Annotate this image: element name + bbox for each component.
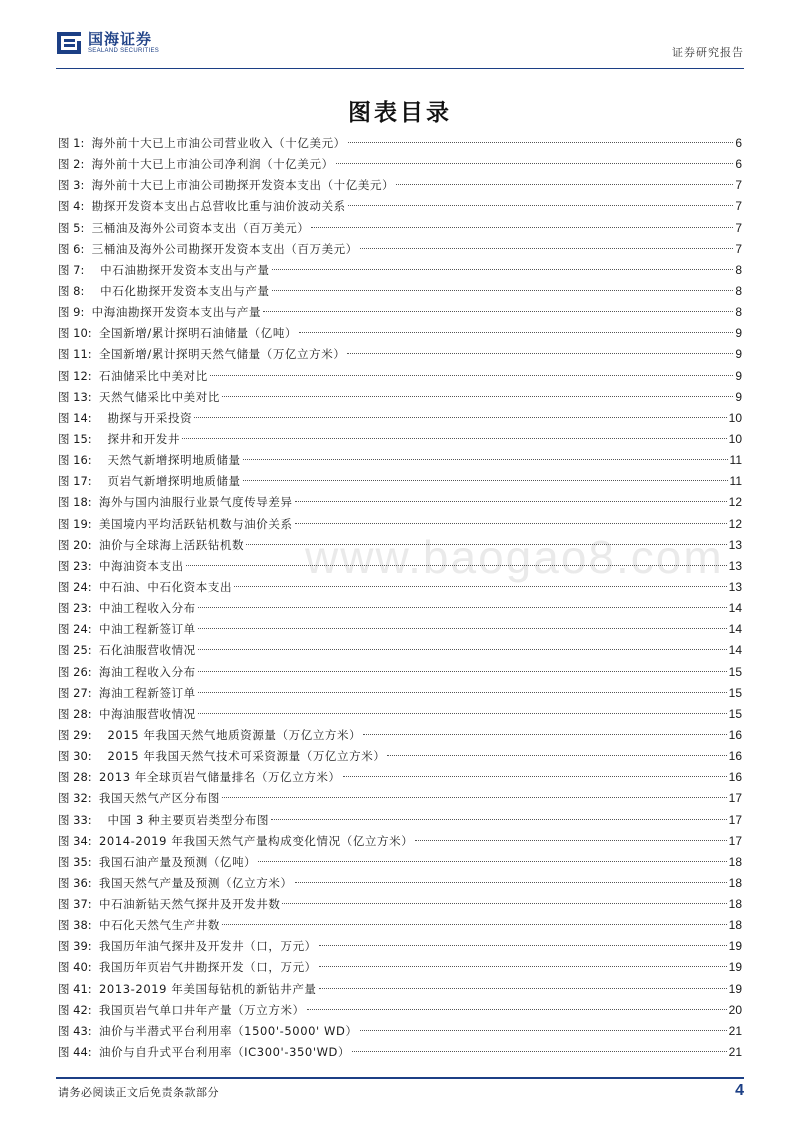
toc-entry[interactable] (58, 1021, 742, 1042)
toc-entry-label (58, 1000, 305, 1021)
toc-entry-label (58, 577, 232, 598)
toc-figure-title: 页岩气新增探明地质储量 (98, 474, 241, 489)
toc-figure-title: 2014-2019 年我国天然气产量构成变化情况（亿立方米） (98, 833, 414, 848)
toc-page-number: 16 (728, 727, 742, 742)
toc-entry-label (58, 725, 361, 746)
toc-entry[interactable] (58, 535, 742, 556)
toc-page-number: 8 (735, 305, 742, 320)
toc-entry-label (58, 281, 270, 302)
toc-entry-label (58, 894, 280, 915)
toc-figure-title: 我国天然气产区分布图 (98, 791, 220, 806)
toc-page-number: 13 (728, 579, 742, 594)
toc-figure-number: 图 20: (58, 537, 92, 552)
toc-leader-dots (307, 1009, 727, 1010)
toc-figure-number: 图 36: (58, 875, 92, 890)
toc-entry[interactable] (58, 366, 742, 387)
toc-leader-dots (271, 819, 727, 820)
toc-leader-dots (295, 501, 727, 502)
toc-figure-number: 图 32: (58, 791, 92, 806)
toc-entry-label (58, 619, 196, 640)
toc-figure-title: 2015 年我国天然气地质资源量（万亿立方米） (98, 727, 362, 742)
toc-entry-label (58, 1021, 358, 1042)
toc-page-number: 6 (735, 157, 742, 172)
toc-leader-dots (222, 396, 733, 397)
toc-figure-title: 美国境内平均活跃钻机数与油价关系 (98, 516, 293, 531)
toc-page-number: 16 (728, 749, 742, 764)
toc-page-number: 9 (735, 368, 742, 383)
toc-entry-label (58, 662, 196, 683)
toc-figure-title: 中国 3 种主要页岩类型分布图 (98, 812, 270, 827)
toc-leader-dots (319, 966, 727, 967)
toc-entry-label (58, 429, 180, 450)
toc-entry-label (58, 218, 309, 239)
toc-entry-label (58, 683, 196, 704)
toc-figure-number: 图 23: (58, 601, 92, 616)
page-number: 4 (735, 1082, 744, 1099)
toc-page-number: 10 (728, 431, 742, 446)
toc-figure-title: 油价与半潜式平台利用率（1500'-5000' WD） (98, 1023, 358, 1038)
toc-entry[interactable] (58, 767, 742, 788)
toc-figure-title: 三桶油及海外公司资本支出（百万美元） (91, 220, 310, 235)
toc-figure-title: 2013 年全球页岩气储量排名（万亿立方米） (98, 770, 341, 785)
toc-entry-label (58, 915, 220, 936)
toc-entry[interactable] (58, 619, 742, 640)
footer-divider (56, 1077, 744, 1079)
toc-figure-title: 中石油新钻天然气探井及开发井数 (98, 897, 281, 912)
sealand-logo-icon (56, 30, 82, 56)
figure-list (58, 133, 742, 1063)
toc-entry-label (58, 450, 241, 471)
toc-leader-dots (311, 227, 733, 228)
toc-figure-number: 图 41: (58, 981, 92, 996)
toc-entry[interactable] (58, 640, 742, 661)
toc-leader-dots (243, 480, 728, 481)
toc-figure-number: 图 15: (58, 431, 92, 446)
toc-leader-dots (295, 882, 727, 883)
toc-page-number: 19 (728, 960, 742, 975)
toc-entry-label (58, 746, 385, 767)
toc-leader-dots (198, 628, 727, 629)
toc-figure-number: 图 4: (58, 199, 85, 214)
toc-figure-title: 我国天然气产量及预测（亿立方米） (98, 875, 293, 890)
toc-entry[interactable] (58, 387, 742, 408)
toc-page-number: 9 (735, 389, 742, 404)
toc-figure-number: 图 24: (58, 579, 92, 594)
toc-figure-title: 中石化勘探开发资本支出与产量 (91, 283, 270, 298)
toc-entry[interactable] (58, 514, 742, 535)
toc-figure-title: 2015 年我国天然气技术可采资源量（万亿立方米） (98, 749, 386, 764)
toc-page-number: 18 (728, 897, 742, 912)
toc-leader-dots (336, 163, 734, 164)
toc-figure-title: 中海油资本支出 (98, 558, 184, 573)
toc-entry[interactable] (58, 725, 742, 746)
toc-entry[interactable] (58, 746, 742, 767)
toc-entry[interactable] (58, 218, 742, 239)
toc-entry[interactable] (58, 1000, 742, 1021)
toc-entry-label (58, 957, 317, 978)
toc-leader-dots (272, 290, 734, 291)
toc-page-number: 8 (735, 262, 742, 277)
toc-leader-dots (348, 205, 734, 206)
toc-leader-dots (319, 945, 727, 946)
toc-page-number: 21 (728, 1023, 742, 1038)
toc-leader-dots (198, 692, 727, 693)
toc-entry[interactable] (58, 556, 742, 577)
toc-page-number: 11 (729, 453, 742, 468)
toc-leader-dots (396, 184, 733, 185)
toc-leader-dots (299, 332, 733, 333)
toc-figure-number: 图 17: (58, 474, 92, 489)
toc-leader-dots (198, 713, 727, 714)
toc-entry[interactable] (58, 852, 742, 873)
toc-figure-title: 海外前十大已上市油公司营业收入（十亿美元） (91, 136, 346, 150)
toc-leader-dots (198, 649, 727, 650)
toc-entry[interactable] (58, 979, 742, 1000)
toc-figure-number: 图 19: (58, 516, 92, 531)
toc-page-number: 10 (728, 410, 742, 425)
toc-figure-number: 图 8: (58, 283, 85, 298)
toc-figure-number: 图 43: (58, 1023, 92, 1038)
toc-page-number: 14 (728, 622, 742, 637)
toc-figure-title: 全国新增/累计探明天然气储量（万亿立方米） (98, 347, 346, 362)
toc-page-number: 14 (728, 601, 742, 616)
toc-figure-title: 我国历年油气探井及开发井（口，万元） (98, 939, 317, 954)
toc-entry-label (58, 979, 317, 1000)
toc-entry-label (58, 492, 293, 513)
toc-page-number: 12 (728, 516, 742, 531)
disclaimer-text: 请务必阅读正文后免责条款部分 (58, 1086, 219, 1099)
toc-entry[interactable] (58, 196, 742, 217)
toc-page-number: 20 (728, 1002, 742, 1017)
toc-figure-title: 油价与全球海上活跃钻机数 (98, 537, 245, 552)
toc-entry[interactable] (58, 175, 742, 196)
toc-figure-title: 海外前十大已上市油公司净利润（十亿美元） (91, 157, 334, 172)
toc-entry-label (58, 810, 269, 831)
toc-figure-title: 中石油勘探开发资本支出与产量 (91, 262, 270, 277)
company-name: 国海证券 (88, 30, 153, 48)
toc-page-number: 15 (728, 664, 742, 679)
toc-entry-label (58, 767, 341, 788)
toc-entry[interactable] (58, 260, 742, 281)
toc-leader-dots (352, 1051, 727, 1052)
toc-page-number: 19 (728, 939, 742, 954)
toc-leader-dots (186, 565, 727, 566)
toc-entry-label (58, 408, 192, 429)
toc-figure-title: 中海油服营收情况 (98, 706, 196, 721)
toc-page-number: 15 (728, 685, 742, 700)
toc-entry[interactable] (58, 915, 742, 936)
toc-entry-label (58, 831, 413, 852)
toc-page-number: 18 (728, 918, 742, 933)
toc-page-number: 7 (735, 241, 742, 256)
toc-entry-label (58, 387, 220, 408)
toc-page-number: 11 (729, 474, 742, 489)
toc-page-number: 15 (728, 706, 742, 721)
toc-page-number: 18 (728, 875, 742, 890)
toc-page-number: 6 (735, 136, 742, 150)
toc-figure-number: 图 24: (58, 622, 92, 637)
toc-figure-number: 图 29: (58, 727, 92, 742)
toc-entry-label (58, 302, 261, 323)
toc-entry[interactable] (58, 894, 742, 915)
toc-entry[interactable] (58, 450, 742, 471)
toc-entry-label (58, 1042, 350, 1063)
toc-entry[interactable] (58, 281, 742, 302)
toc-figure-number: 图 1: (58, 136, 85, 150)
toc-entry-label (58, 788, 220, 809)
toc-figure-title: 勘探开发资本支出占总营收比重与油价波动关系 (91, 199, 346, 214)
toc-entry[interactable] (58, 598, 742, 619)
toc-entry-label (58, 344, 345, 365)
toc-figure-number: 图 38: (58, 918, 92, 933)
toc-entry-label (58, 323, 297, 344)
toc-figure-number: 图 10: (58, 326, 92, 341)
toc-entry[interactable] (58, 704, 742, 725)
toc-figure-number: 图 44: (58, 1045, 92, 1060)
toc-figure-title: 我国页岩气单口井年产量（万立方米） (98, 1002, 305, 1017)
toc-leader-dots (222, 924, 727, 925)
header-divider (56, 68, 744, 69)
logo-text (88, 31, 159, 55)
toc-leader-dots (387, 755, 726, 756)
toc-leader-dots (282, 903, 726, 904)
toc-figure-number: 图 5: (58, 220, 85, 235)
toc-figure-title: 我国石油产量及预测（亿吨） (98, 854, 257, 869)
toc-entry[interactable] (58, 957, 742, 978)
toc-entry[interactable] (58, 683, 742, 704)
toc-leader-dots (347, 353, 733, 354)
toc-entry[interactable] (58, 323, 742, 344)
toc-leader-dots (363, 734, 726, 735)
toc-figure-number: 图 6: (58, 241, 85, 256)
toc-page-number: 21 (728, 1045, 742, 1060)
toc-figure-number: 图 11: (58, 347, 92, 362)
toc-entry[interactable] (58, 471, 742, 492)
toc-page-number: 17 (728, 812, 742, 827)
toc-entry[interactable] (58, 577, 742, 598)
toc-entry-label (58, 873, 293, 894)
toc-figure-number: 图 30: (58, 749, 92, 764)
toc-entry[interactable] (58, 936, 742, 957)
toc-figure-title: 天然气新增探明地质储量 (98, 453, 241, 468)
toc-figure-title: 中石油、中石化资本支出 (98, 579, 233, 594)
toc-leader-dots (182, 438, 727, 439)
toc-figure-title: 中海油勘探开发资本支出与产量 (91, 305, 262, 320)
toc-leader-dots (415, 840, 726, 841)
toc-leader-dots (194, 417, 726, 418)
toc-figure-number: 图 14: (58, 410, 92, 425)
toc-figure-title: 中石化天然气生产井数 (98, 918, 220, 933)
toc-entry-label (58, 260, 270, 281)
toc-entry-label (58, 196, 346, 217)
toc-entry[interactable] (58, 831, 742, 852)
toc-entry[interactable] (58, 239, 742, 260)
toc-leader-dots (272, 269, 734, 270)
toc-entry-label (58, 514, 293, 535)
toc-entry[interactable] (58, 302, 742, 323)
toc-figure-title: 三桶油及海外公司勘探开发资本支出（百万美元） (91, 241, 358, 256)
toc-entry-label (58, 154, 334, 175)
toc-entry-label (58, 704, 196, 725)
toc-leader-dots (258, 861, 726, 862)
toc-figure-number: 图 25: (58, 643, 92, 658)
toc-figure-title: 探井和开发井 (98, 431, 181, 446)
toc-figure-number: 图 13: (58, 389, 92, 404)
toc-entry-label (58, 598, 196, 619)
toc-figure-title: 全国新增/累计探明石油储量（亿吨） (98, 326, 298, 341)
toc-figure-number: 图 9: (58, 305, 85, 320)
report-type-label: 证券研究报告 (672, 46, 744, 59)
toc-page-number: 12 (728, 495, 742, 510)
toc-page-number: 9 (735, 326, 742, 341)
toc-page-number: 13 (728, 537, 742, 552)
toc-leader-dots (295, 523, 727, 524)
toc-figure-number: 图 12: (58, 368, 92, 383)
toc-entry[interactable] (58, 788, 742, 809)
toc-entry[interactable] (58, 810, 742, 831)
company-logo (56, 30, 159, 56)
toc-figure-title: 石油储采比中美对比 (98, 368, 208, 383)
toc-figure-title: 中油工程新签订单 (98, 622, 196, 637)
toc-leader-dots (263, 311, 733, 312)
toc-figure-title: 海油工程新签订单 (98, 685, 196, 700)
toc-page-number: 7 (735, 220, 742, 235)
toc-leader-dots (198, 671, 727, 672)
toc-figure-title: 海油工程收入分布 (98, 664, 196, 679)
toc-entry[interactable] (58, 344, 742, 365)
toc-entry-label (58, 852, 256, 873)
toc-entry[interactable] (58, 1042, 742, 1063)
toc-figure-title: 我国历年页岩气井勘探开发（口，万元） (98, 960, 317, 975)
toc-page-number: 13 (728, 558, 742, 573)
toc-entry-label (58, 936, 317, 957)
toc-entry-label (58, 133, 346, 154)
toc-figure-number: 图 3: (58, 178, 85, 193)
toc-page-number: 8 (735, 283, 742, 298)
toc-entry[interactable] (58, 662, 742, 683)
toc-entry[interactable] (58, 408, 742, 429)
page-title: 图表目录 (348, 100, 452, 126)
toc-page-number: 14 (728, 643, 742, 658)
toc-figure-title: 天然气储采比中美对比 (98, 389, 220, 404)
toc-figure-title: 2013-2019 年美国每钻机的新钻井产量 (98, 981, 317, 996)
toc-figure-number: 图 2: (58, 157, 85, 172)
toc-page-number: 7 (735, 178, 742, 193)
toc-figure-number: 图 34: (58, 833, 92, 848)
toc-figure-number: 图 18: (58, 495, 92, 510)
toc-leader-dots (243, 459, 728, 460)
toc-leader-dots (343, 776, 727, 777)
toc-figure-number: 图 42: (58, 1002, 92, 1017)
toc-leader-dots (210, 375, 733, 376)
toc-page-number: 17 (728, 833, 742, 848)
toc-entry-label (58, 471, 241, 492)
toc-figure-number: 图 33: (58, 812, 92, 827)
toc-entry[interactable] (58, 492, 742, 513)
toc-entry[interactable] (58, 133, 742, 154)
toc-entry-label (58, 175, 394, 196)
toc-page-number: 7 (735, 199, 742, 214)
page-header (56, 30, 744, 66)
toc-figure-title: 海外与国内油服行业景气度传导差异 (98, 495, 293, 510)
toc-figure-number: 图 40: (58, 960, 92, 975)
toc-figure-title: 油价与自升式平台利用率（IC300'-350'WD） (98, 1045, 351, 1060)
toc-entry[interactable] (58, 429, 742, 450)
toc-leader-dots (246, 544, 726, 545)
toc-figure-number: 图 35: (58, 854, 92, 869)
toc-figure-number: 图 28: (58, 706, 92, 721)
toc-entry-label (58, 556, 184, 577)
toc-page-number: 17 (728, 791, 742, 806)
toc-leader-dots (319, 988, 727, 989)
toc-entry-label (58, 535, 244, 556)
toc-leader-dots (234, 586, 727, 587)
toc-entry-label (58, 366, 208, 387)
toc-figure-title: 勘探与开采投资 (98, 410, 193, 425)
toc-entry[interactable] (58, 873, 742, 894)
watermark: www.baogao8.com (305, 531, 724, 583)
company-name-en: SEALAND SECURITIES (88, 48, 160, 54)
toc-figure-title: 中油工程收入分布 (98, 601, 196, 616)
toc-entry-label (58, 640, 196, 661)
toc-leader-dots (222, 797, 727, 798)
toc-figure-number: 图 27: (58, 685, 92, 700)
toc-entry-label (58, 239, 358, 260)
toc-figure-title: 海外前十大已上市油公司勘探开发资本支出（十亿美元） (91, 178, 395, 193)
toc-leader-dots (348, 142, 734, 143)
toc-figure-number: 图 23: (58, 558, 92, 573)
toc-page-number: 16 (728, 770, 742, 785)
toc-leader-dots (360, 248, 733, 249)
toc-figure-number: 图 28: (58, 770, 92, 785)
toc-figure-number: 图 16: (58, 453, 92, 468)
toc-figure-number: 图 26: (58, 664, 92, 679)
toc-page-number: 9 (735, 347, 742, 362)
toc-leader-dots (198, 607, 727, 608)
toc-figure-number: 图 39: (58, 939, 92, 954)
toc-leader-dots (360, 1030, 727, 1031)
toc-figure-number: 图 7: (58, 262, 85, 277)
toc-page-number: 18 (728, 854, 742, 869)
toc-page-number: 19 (728, 981, 742, 996)
toc-entry[interactable] (58, 154, 742, 175)
toc-figure-number: 图 37: (58, 897, 92, 912)
toc-figure-title: 石化油服营收情况 (98, 643, 196, 658)
